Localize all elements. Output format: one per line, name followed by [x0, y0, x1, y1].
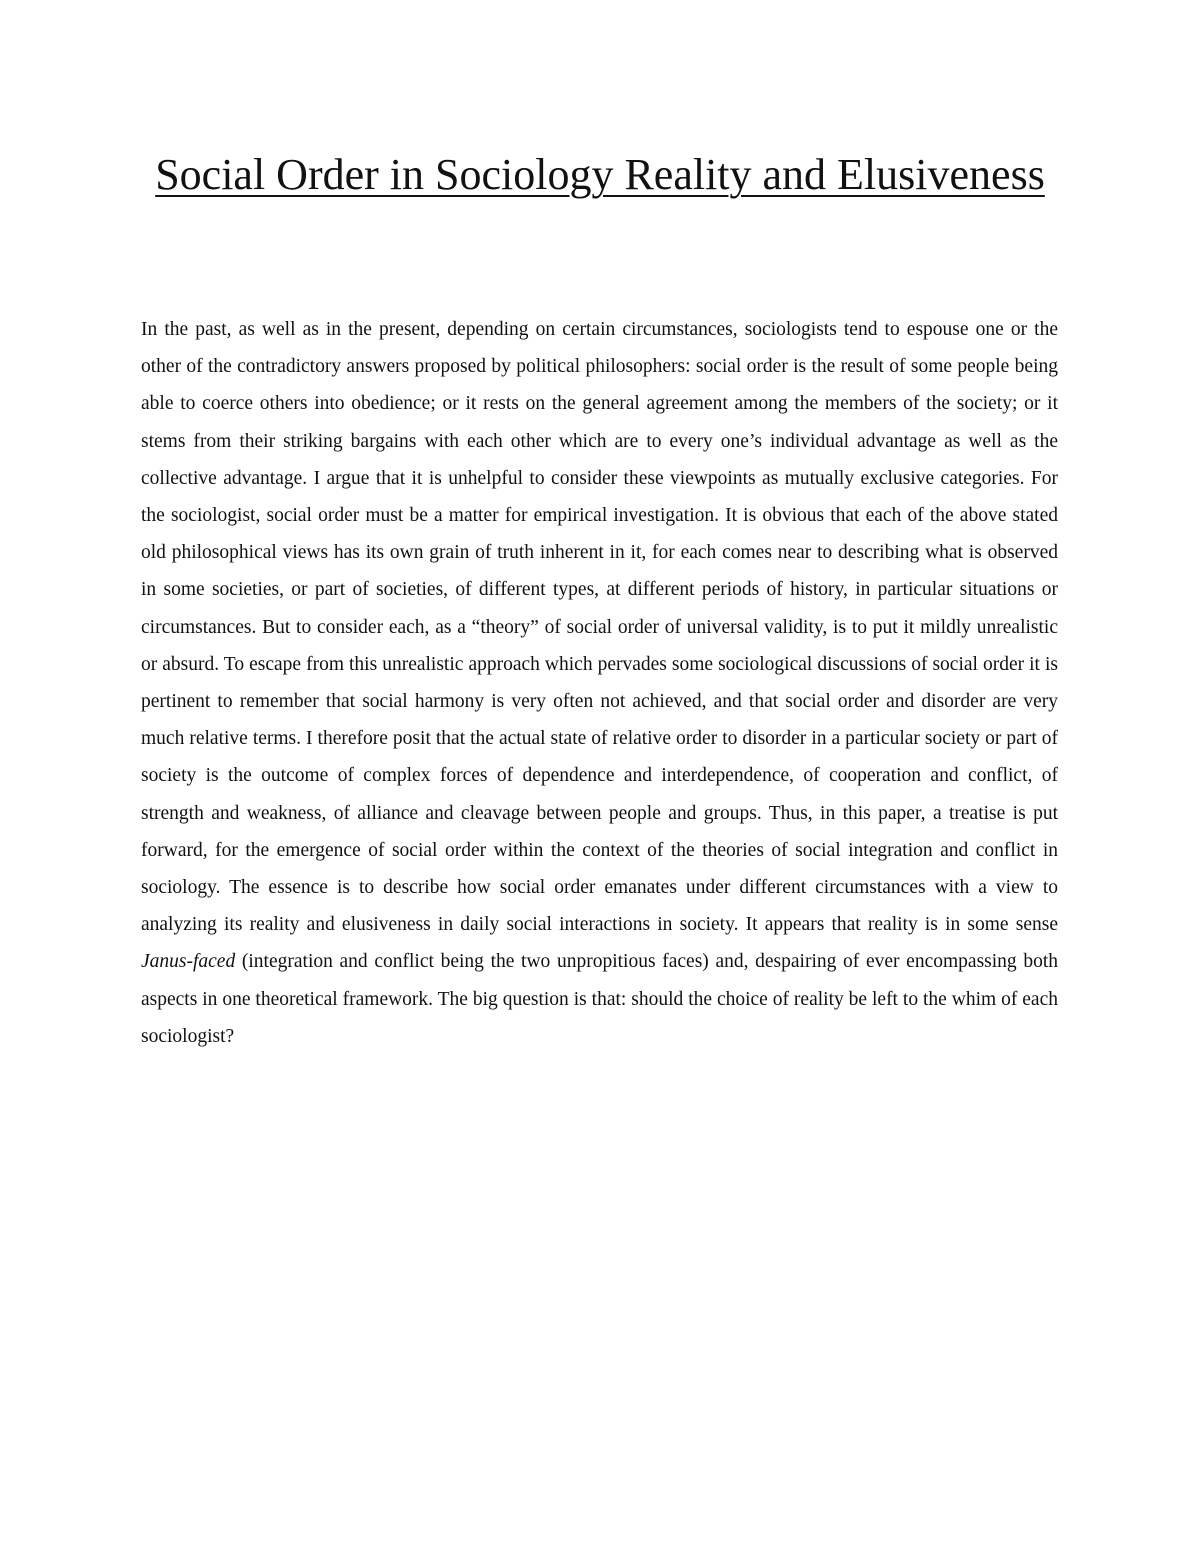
document-title: Social Order in Sociology Reality and Elusiveness [155, 150, 1045, 199]
body-text-after-emphasis: (integration and conflict being the two unpropitious faces) and, despairing of ever encompassing both aspects in one theoretical framework. The big question is that: should the choice of reality be left to the whim of each sociologist? [141, 951, 1058, 1047]
emphasized-term: Janus-faced [141, 951, 236, 973]
body-paragraph [141, 311, 1058, 1055]
body-text-before-emphasis: In the past, as well as in the present, depending on certain circumstances, sociologists tend to espouse one or the other of the contradictory answers proposed by political philosophers: social order is the result of some people being able to coerce others into obedience; or it rests on the general agreement among the members of the society; or it stems from their striking bargains with each other which are to every one’s individual advantage as well as the collective advantage. I argue that it is unhelpful to consider these viewpoints as mutually exclusive categories. For the sociologist, social order must be a matter for empirical investigation. It is obvious that each of the above stated old philosophical views has its own grain of truth inherent in it, for each comes near to describing what is observed in some societies, or part of societies, of different types, at different periods of history, in particular situations or circumstances. But to consider each, as a “theory” of social order of universal validity, is to put it mildly unrealistic or absurd. To escape from this unrealistic approach which pervades some sociological discussions of social order it is pertinent to remember that social harmony is very often not achieved, and that social order and disorder are very much relative terms. I therefore posit that the actual state of relative order to disorder in a particular society or part of society is the outcome of complex forces of dependence and interdependence, of cooperation and conflict, of strength and weakness, of alliance and cleavage between people and groups. Thus, in this paper, a treatise is put forward, for the emergence of social order within the context of the theories of social integration and conflict in sociology. The essence is to describe how social order emanates under different circumstances with a view to analyzing its reality and elusiveness in daily social interactions in society. It appears that reality is in some sense [141, 319, 1058, 936]
